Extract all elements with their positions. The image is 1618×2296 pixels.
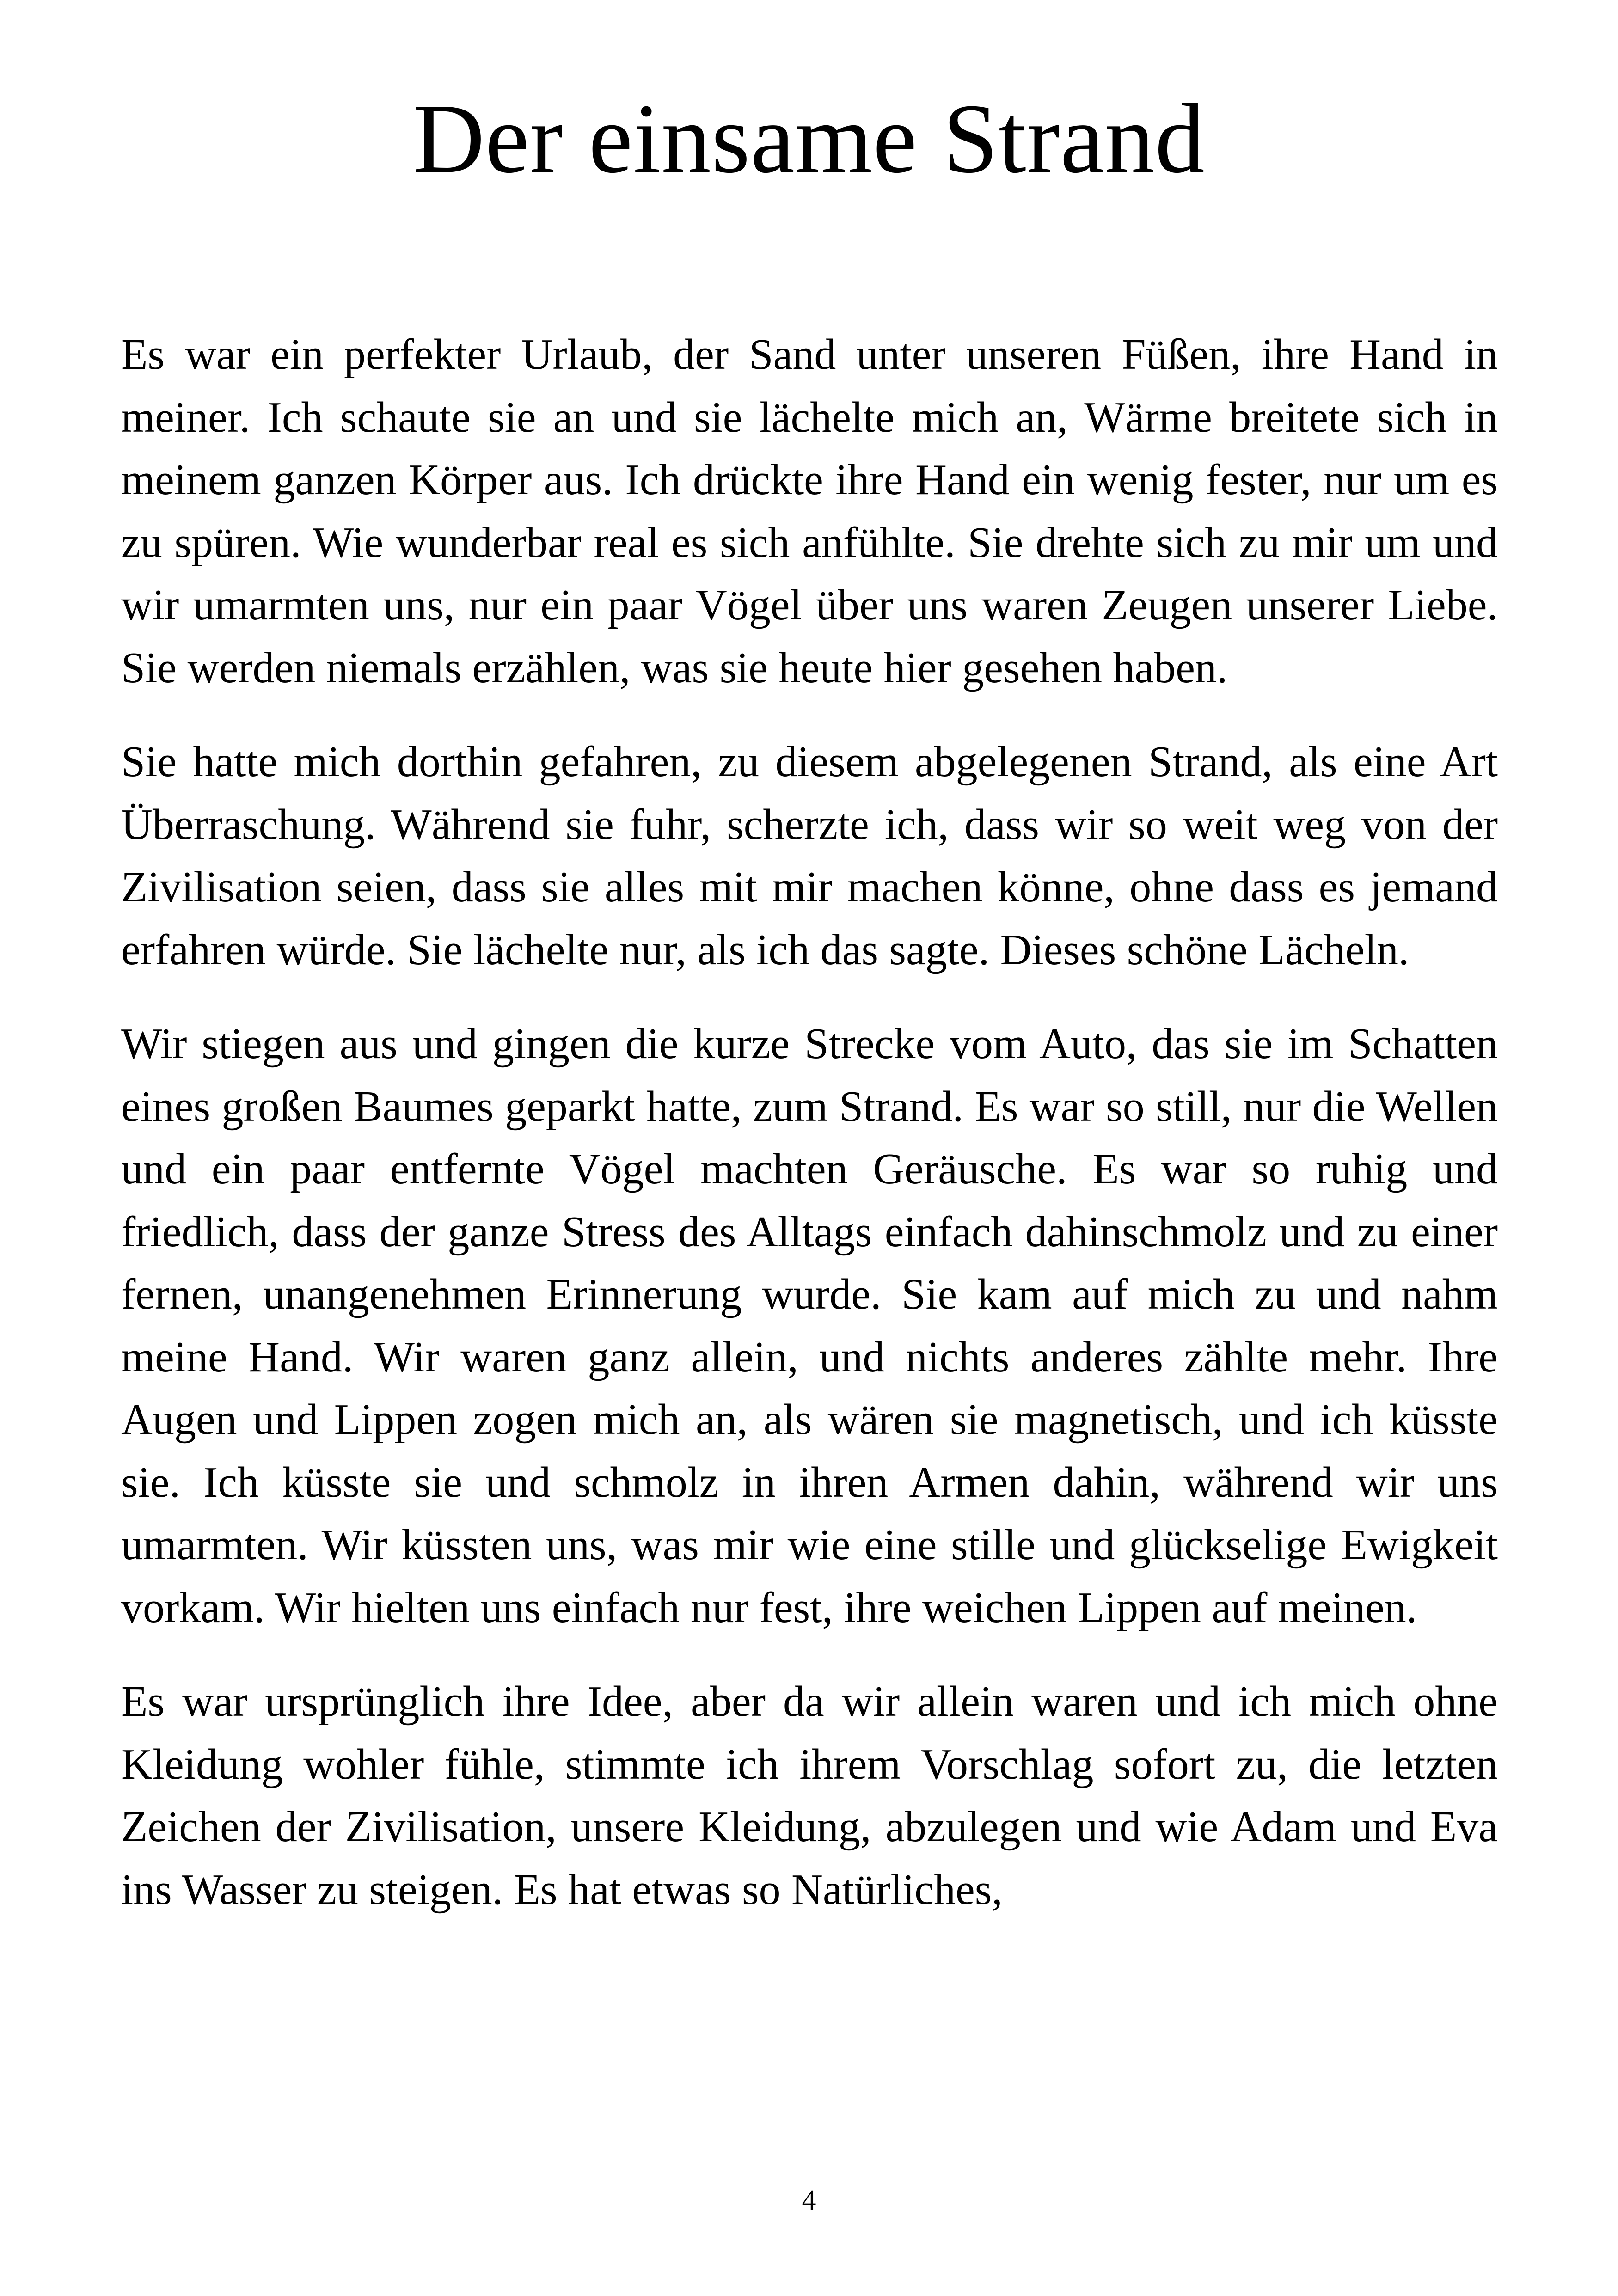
paragraph: Sie hatte mich dorthin gefahren, zu diesem abgelegenen Strand, als eine Art Überraschung. Während sie fuhr, scherzte ich, dass wir so weit weg von der Zivilisation seien, dass sie alles mit mir machen könne, ohne dass es jemand erfahren würde. Sie lächelte nur, als ich das sagte. Dieses schöne Lächeln. [121,738,1498,974]
paragraph: Es war ein perfekter Urlaub, der Sand unter unseren Füßen, ihre Hand in meiner. Ich schaute sie an und sie lächelte mich an, Wärme breitete sich in meinem ganzen Körper aus. Ich drückte ihre Hand ein wenig fester, nur um es zu spüren. Wie wunderbar real es sich anfühlte. Sie drehte sich zu mir um und wir umarmten uns, nur ein paar Vögel über uns waren Zeugen unserer Liebe. Sie werden niemals erzählen, was sie heute hier gesehen haben. [121,331,1498,692]
paragraph: Es war ursprünglich ihre Idee, aber da wir allein waren und ich mich ohne Kleidung wohler fühle, stimmte ich ihrem Vorschlag sofort zu, die letzten Zeichen der Zivilisation, unsere Kleidung, abzulegen und wie Adam und Eva ins Wasser zu steigen. Es hat etwas so Natürliches, [121,1678,1498,1914]
page-title: Der einsame Strand [413,83,1205,194]
body-text [121,324,1498,1953]
paragraph: Wir stiegen aus und gingen die kurze Strecke vom Auto, das sie im Schatten eines großen Baumes geparkt hatte, zum Strand. Es war so still, nur die Wellen und ein paar entfernte Vögel machten Geräusche. Es war so ruhig und friedlich, dass der ganze Stress des Alltags einfach dahinschmolz und zu einer fernen, unangenehmen Erinnerung wurde. Sie kam auf mich zu und nahm meine Hand. Wir waren ganz allein, und nichts anderes zählte mehr. Ihre Augen und Lippen zogen mich an, als wären sie magnetisch, und ich küsste sie. Ich küsste sie und schmolz in ihren Armen dahin, während wir uns umarmten. Wir küssten uns, was mir wie eine stille und glückselige Ewigkeit vorkam. Wir hielten uns einfach nur fest, ihre weichen Lippen auf meinen. [121,1020,1498,1632]
page-number: 4 [802,2185,816,2216]
